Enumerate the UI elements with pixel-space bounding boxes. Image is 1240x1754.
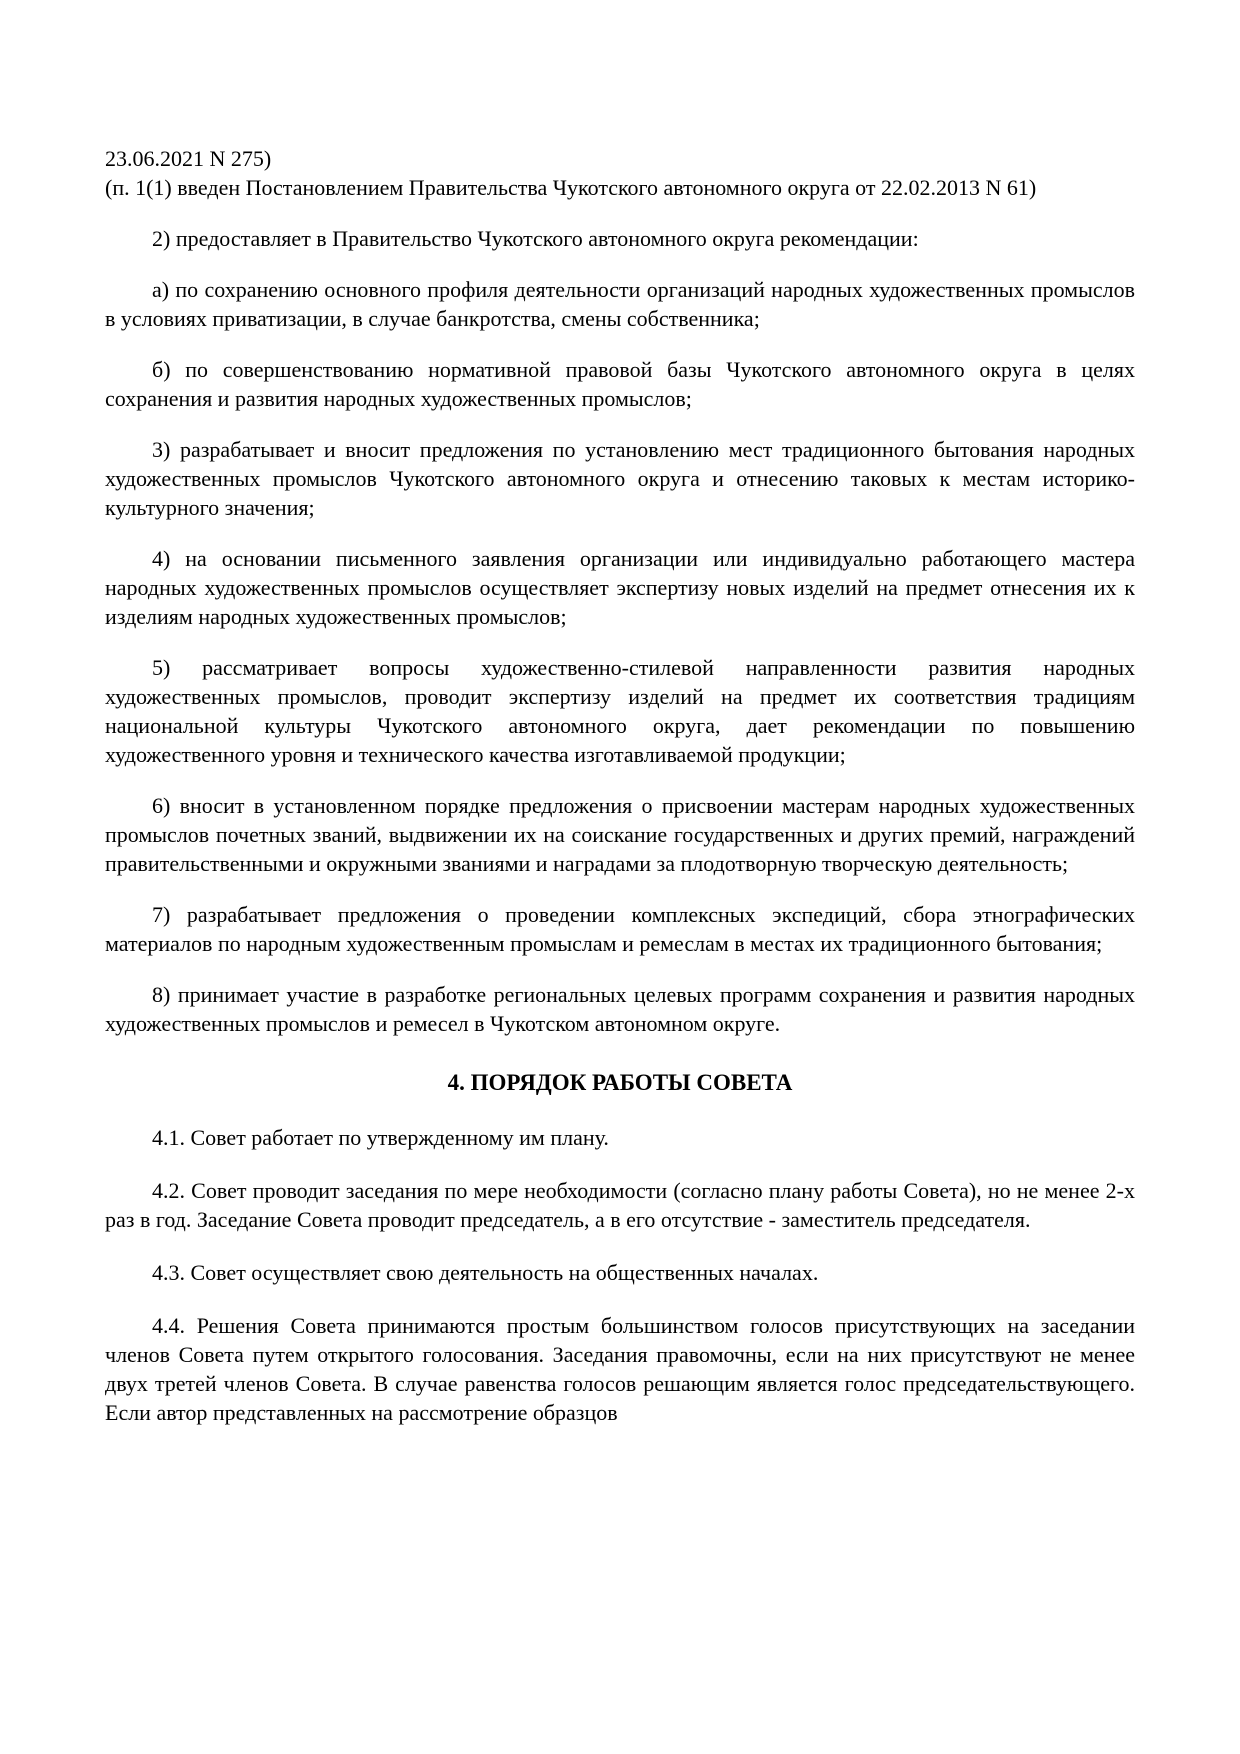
clause-2b: б) по совершенствованию нормативной правовой базы Чукотского автономного округа в целях сохранения и развития народных художественных промыслов; — [105, 357, 1135, 411]
amendment-note-tail: 23.06.2021 N 275) — [105, 146, 272, 171]
clause-2: 2) предоставляет в Правительство Чукотского автономного округа рекомендации: — [152, 226, 919, 251]
amendment-note: (п. 1(1) введен Постановлением Правительства Чукотского автономного округа от 22.02.2013 N 61) — [105, 175, 1037, 200]
clause-7: 7) разрабатывает предложения о проведении комплексных экспедиций, сбора этнографических материалов по народным художественным промыслам и ремеслам в местах их традиционного бытования; — [105, 902, 1135, 956]
clause-4-4: 4.4. Решения Совета принимаются простым большинством голосов присутствующих на заседании членов Совета путем открытого голосования. Заседания правомочны, если на них присутствуют не менее двух третей членов Совета. В случае равенства голосов решающим является голос председательствующего. Если автор представленных на рассмотрение образцов — [105, 1313, 1135, 1425]
clause-5: 5) рассматривает вопросы художественно-стилевой направленности развития народных художественных промыслов, проводит экспертизу изделий на предмет их соответствия традициям национальной культуры Чукотского автономного округа, дает рекомендации по повышению художественного уровня и технического качества изготавливаемой продукции; — [105, 655, 1135, 767]
clause-6: 6) вносит в установленном порядке предложения о присвоении мастерам народных художественных промыслов почетных званий, выдвижении их на соискание государственных и других премий, награждений правительственными и окружными званиями и наградами за плодотворную творческую деятельность; — [105, 793, 1135, 876]
section-4-heading: 4. ПОРЯДОК РАБОТЫ СОВЕТА — [447, 1070, 793, 1095]
clause-4: 4) на основании письменного заявления организации или индивидуально работающего мастера народных художественных промыслов осуществляет экспертизу новых изделий на предмет отнесения их к изделиям народных художественных промыслов; — [105, 546, 1135, 629]
clause-3: 3) разрабатывает и вносит предложения по установлению мест традиционного бытования народных художественных промыслов Чукотского автономного округа и отнесению таковых к местам историко-культурного значения; — [105, 437, 1135, 520]
clause-8: 8) принимает участие в разработке региональных целевых программ сохранения и развития народных художественных промыслов и ремесел в Чукотском автономном округе. — [105, 982, 1135, 1036]
clause-4-3: 4.3. Совет осуществляет свою деятельность на общественных началах. — [152, 1260, 819, 1285]
clause-4-2: 4.2. Совет проводит заседания по мере необходимости (согласно плану работы Совета), но не менее 2-х раз в год. Заседание Совета проводит председатель, а в его отсутствие - заместитель председателя. — [105, 1178, 1135, 1232]
clause-2a: а) по сохранению основного профиля деятельности организаций народных художественных промыслов в условиях приватизации, в случае банкротства, смены собственника; — [105, 277, 1135, 331]
clause-4-1: 4.1. Совет работает по утвержденному им плану. — [152, 1125, 609, 1150]
